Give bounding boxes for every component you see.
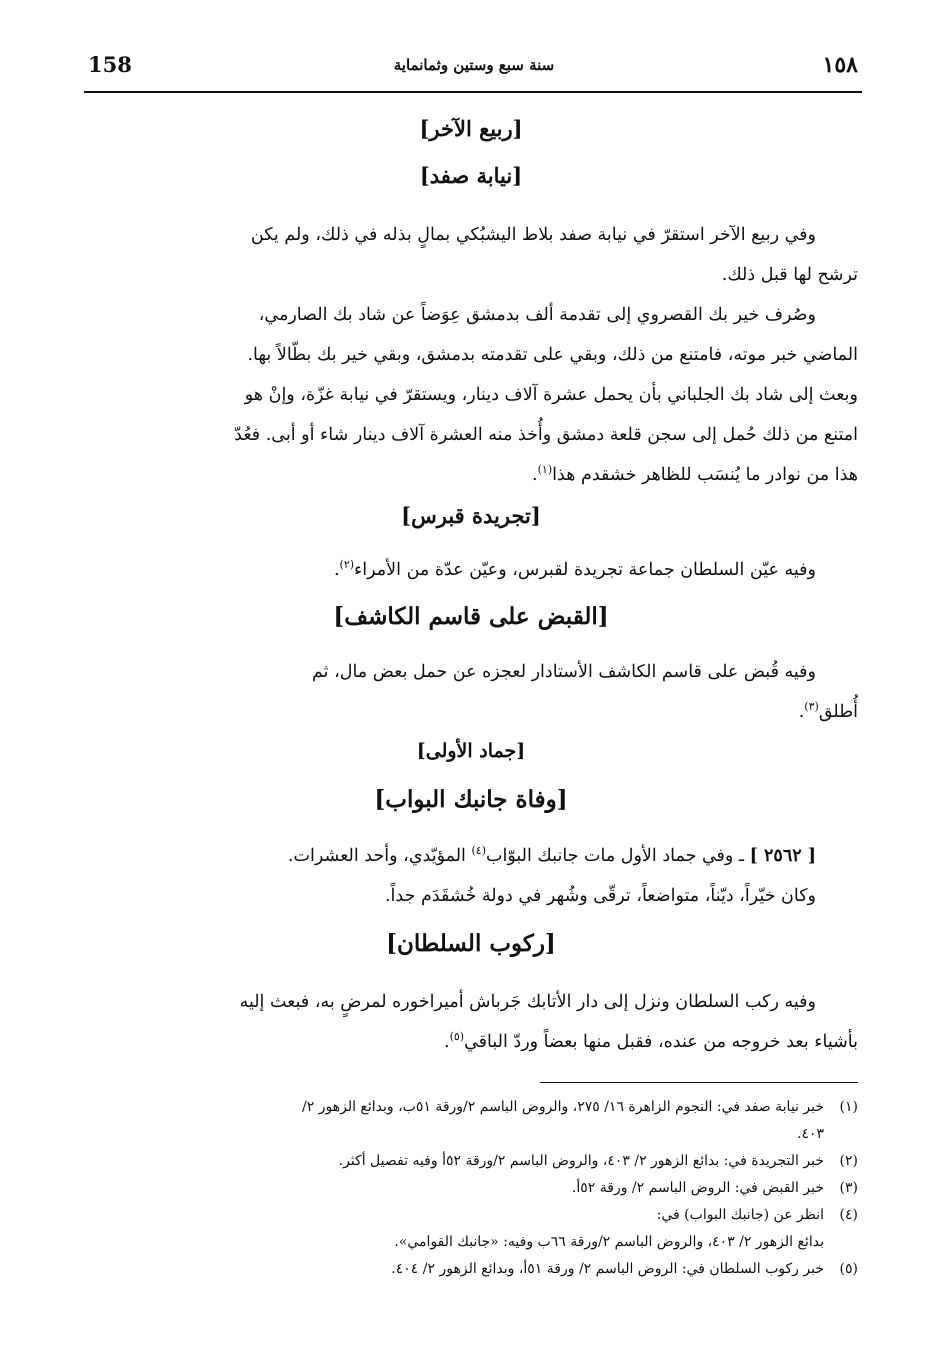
header-rule: [84, 91, 862, 93]
footnote-item: [84, 1094, 858, 1121]
text-segment: .: [532, 465, 538, 485]
heading-tajridat-qubrus: [تجريدة قبرس]: [401, 503, 541, 528]
text-line: [84, 1022, 858, 1062]
text-line: امتنع من ذلك حُمل إلى سجن قلعة دمشق وأُخذ منه العشرة آلاف دينار شاء أو أبى. فعُدّ: [234, 425, 858, 445]
paragraph-janibak: [84, 836, 858, 916]
text-line: الماضي خبر موته، فامتنع من ذلك، وبقي على تقدمته بدمشق، وبقي خير بك بطّالاً بها.: [247, 345, 858, 365]
heading-qabd-qasim: [القبض على قاسم الكاشف]: [333, 603, 609, 630]
text-line: وبعث إلى شاد بك الجلباني بأن يحمل عشرة آلاف دينار، ويستقرّ في نيابة غزّة، وإنْ هو: [244, 385, 858, 405]
page-number-latin: 158: [88, 52, 132, 77]
footnote-mark: (١): [839, 1099, 858, 1115]
footnote-mark: (٤): [839, 1207, 858, 1223]
footnote-text: انظر عن (جانبك البواب) في:: [656, 1207, 824, 1223]
text-line: [84, 550, 858, 590]
text-line: وفيه ركب السلطان ونزل إلى دار الأتابك جَرباش أميراخوره لمرضٍ به، فبعث إليه: [239, 992, 816, 1012]
text-segment: .: [798, 702, 805, 722]
footnote-ref: (٥): [449, 1030, 465, 1044]
text-line: وفيه قُبض على قاسم الكاشف الأستادار لعجزه عن حمل بعض مال، ثم: [312, 662, 816, 682]
footnotes: [84, 1094, 858, 1283]
text-line: وفي ربيع الآخر استقرّ في نيابة صفد بلاط اليشبُكي بمالٍ بذله في ذلك، ولم يكن: [250, 225, 816, 245]
footnote-ref: (١): [537, 463, 553, 477]
footnote-ref: (٤): [471, 844, 486, 858]
footnote-item: [84, 1202, 858, 1229]
heading-wafat-janibak: [وفاة جانبك البواب]: [374, 786, 568, 813]
footnote-mark: (٥): [839, 1261, 858, 1277]
paragraph-sultan: [84, 982, 858, 1062]
footnote-rule: [540, 1082, 858, 1083]
footnote-ref: (٢): [339, 558, 355, 572]
footnote-item: [84, 1256, 858, 1283]
text-line: [84, 455, 858, 495]
paragraph-khayr-bak: [84, 295, 858, 495]
footnote-text: خبر التجريدة في: بدائع الزهور ٢/ ٤٠٣، والروض الباسم ٢/ورقة ٥٢أ وفيه تفصيل أكثر.: [338, 1153, 824, 1169]
footnote-item: [84, 1148, 858, 1175]
text-line: ترشح لها قبل ذلك.: [721, 265, 858, 285]
footnote-text: خبر القبض في: الروض الباسم ٢/ ورقة ٥٢أ.: [571, 1180, 824, 1196]
text-segment: .: [444, 1032, 450, 1052]
footnote-ref: (٣): [804, 700, 819, 714]
heading-niyabat-safad: [نيابة صفد]: [419, 163, 523, 188]
text-segment: أُطلق: [818, 702, 858, 722]
running-title: سنة سبع وستين وثمانماية: [393, 56, 555, 74]
footnote-mark: (٢): [839, 1153, 858, 1169]
text-line: [84, 692, 858, 732]
footnote-mark: (٣): [839, 1180, 858, 1196]
text-segment: هذا من نوادر ما يُنسَب للظاهر خشقدم هذا: [552, 465, 858, 485]
text-segment: وفيه عيّن السلطان جماعة تجريدة لقبرس، وعيّن عدّة من الأمراء: [354, 560, 816, 580]
heading-rukub-sultan: [ركوب السلطان]: [386, 930, 556, 957]
paragraph-safad: [84, 215, 858, 295]
text-segment: بأشياء بعد خروجه من عنده، فقبل منها بعضاً وردّ الباقي: [464, 1032, 858, 1052]
entry-number: [ ٢٥٦٢ ]: [749, 846, 816, 866]
footnote-text: خبر نيابة صفد في: النجوم الزاهرة ١٦/ ٢٧٥، والروض الباسم ٢/ورقة ٥١ب، وبدائع الزهور ٢/: [302, 1099, 824, 1115]
text-line: [84, 836, 858, 876]
text-line: وكان خيّراً، ديّناً، متواضعاً، ترقّى وشُهر في دولة خُشقَدَم جداً.: [384, 886, 816, 906]
paragraph-qasim: [84, 652, 858, 732]
footnote-item: [84, 1175, 858, 1202]
paragraph-qubrus: [84, 550, 858, 590]
text-segment: المؤيّدي، وأحد العشرات.: [287, 846, 472, 866]
footnote-continuation: بدائع الزهور ٢/ ٤٠٣، والروض الباسم ٢/ورقة ٦٦ب وفيه: «جانبك القوامي».: [394, 1234, 824, 1250]
heading-jumada-ula: [جماد الأولى]: [416, 740, 526, 762]
text-segment: .: [333, 560, 340, 580]
heading-rabi-akhir: [ربيع الآخر]: [419, 116, 523, 141]
text-line: وصُرف خير بك القصروي إلى تقدمة ألف بدمشق عِوَضاً عن شاد بك الصارمي،: [258, 305, 816, 325]
footnote-text: خبر ركوب السلطان في: الروض الباسم ٢/ ورقة ٥١أ، وبدائع الزهور ٢/ ٤٠٤.: [391, 1261, 824, 1277]
page-number-arabic: ١٥٨: [822, 52, 858, 78]
footnote-continuation: ٤٠٣.: [796, 1126, 824, 1142]
text-segment: ـ وفي جماد الأول مات جانبك البوّاب: [486, 846, 745, 866]
